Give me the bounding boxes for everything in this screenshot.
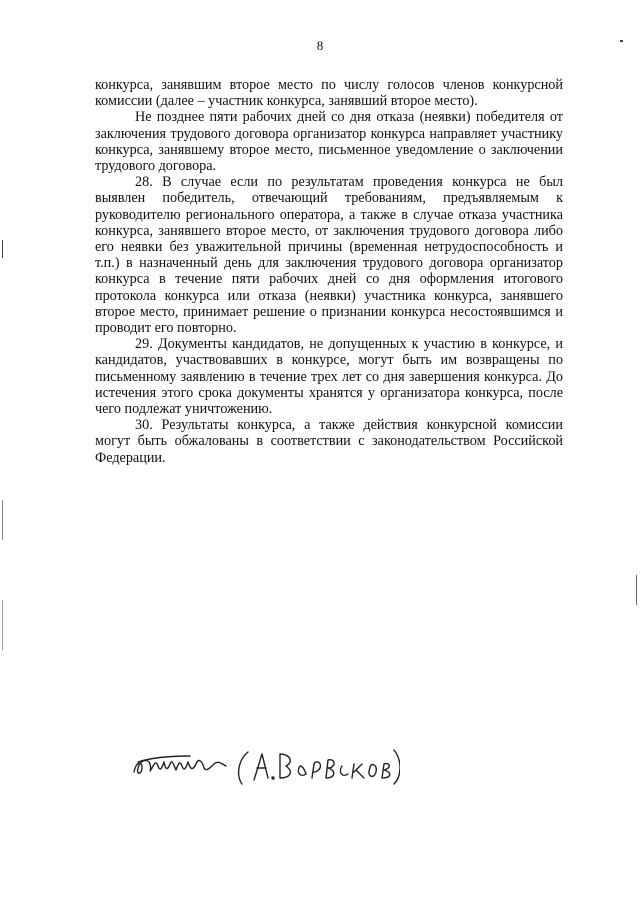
handwritten-signature bbox=[130, 738, 400, 788]
paragraph-28: 28. В случае если по результатам проведения конкурса не был выявлен победитель, отвечающий требованиям, предъявляемым к руководителю регионального оператора, а также в случае отказа участника конкурса, занявшего второе место, от заключения трудового договора либо его неявки без уважительной причины (временная нетрудоспособность и т.п.) в назначенный день для заключения трудового договора организатор конкурса в течение пяти рабочих дней со дня оформления итогового протокола конкурса или отказа (неявки) участника конкурса, занявшего второе место, принимает решение о признании конкурса несостоявшимся и проводит его повторно. bbox=[95, 174, 563, 337]
scan-mark bbox=[620, 40, 623, 42]
scan-mark bbox=[2, 500, 3, 540]
paragraph-30: 30. Результаты конкурса, а также действия конкурсной комиссии могут быть обжалованы в соответствии с законодательством Российской Федерации. bbox=[95, 417, 563, 466]
scan-mark bbox=[636, 575, 637, 605]
document-body bbox=[95, 77, 563, 466]
scan-mark bbox=[2, 240, 3, 258]
signature-scribble bbox=[130, 738, 400, 788]
paragraph-29: 29. Документы кандидатов, не допущенных к участию в конкурсе, и кандидатов, участвовавших в конкурсе, могут быть им возвращены по письменному заявлению в течение трех лет со дня завершения конкурса. До истечения этого срока документы хранятся у организатора конкурса, после чего подлежат уничтожению. bbox=[95, 336, 563, 418]
paragraph-continuation: конкурса, занявшим второе место по числу голосов членов конкурсной комиссии (далее – участник конкурса, занявший второе место). bbox=[95, 77, 563, 110]
page-number: 8 bbox=[316, 38, 324, 53]
scan-mark bbox=[2, 600, 3, 650]
paragraph-notification: Не позднее пяти рабочих дней со дня отказа (неявки) победителя от заключения трудового договора организатор конкурса направляет участнику конкурса, занявшему второе место, письменное уведомление о заключении трудового договора. bbox=[95, 109, 563, 175]
